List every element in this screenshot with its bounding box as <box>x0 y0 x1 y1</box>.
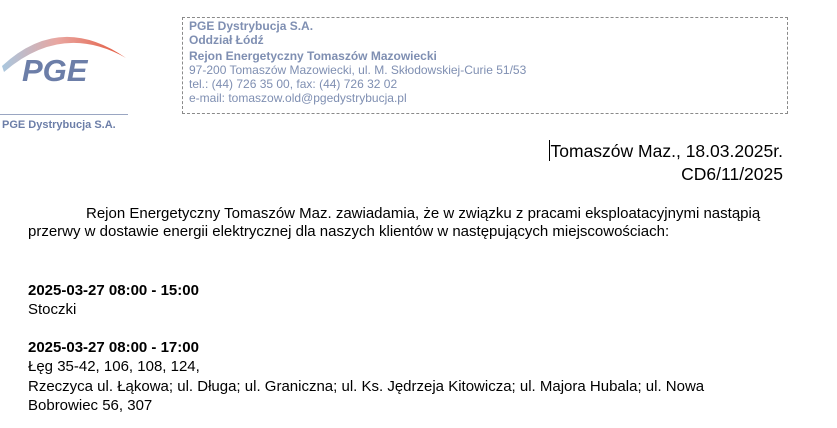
outage-time-2: 2025-03-27 08:00 - 17:00 <box>28 339 199 356</box>
intro-text: Rejon Energetyczny Tomaszów Maz. zawiadamia, że w związku z pracami eksploatacyjnymi nastąpią przerwy w dostawie energii elektrycznej dla naszych klientów w następujących miejscowościach: <box>28 205 761 240</box>
region-name: Rejon Energetyczny Tomaszów Mazowiecki <box>189 49 437 63</box>
logo-caption: PGE Dystrybucja S.A. <box>2 119 116 131</box>
email: e-mail: tomaszow.old@pgedystrybucja.pl <box>189 91 407 105</box>
address: 97-200 Tomaszów Mazowiecki, ul. M. Skłodowskiej-Curie 51/53 <box>189 63 527 77</box>
outage-location: Łęg 35-42, 106, 108, 124, <box>28 358 200 375</box>
phone-fax: tel.: (44) 726 35 00, fax: (44) 726 32 02 <box>189 77 398 91</box>
branch-name: Oddział Łódź <box>189 33 264 47</box>
letterhead-box <box>182 17 788 114</box>
place-date-line <box>549 140 783 162</box>
pge-brand-text: PGE <box>22 53 88 88</box>
pge-logo <box>0 18 135 131</box>
text-cursor <box>549 140 550 161</box>
outage-location: Bobrowiec 56, 307 <box>28 397 153 414</box>
reference-number: CD6/11/2025 <box>681 164 783 184</box>
pge-logo-icon <box>0 18 135 113</box>
outage-time-1: 2025-03-27 08:00 - 15:00 <box>28 282 199 299</box>
place-date: Tomaszów Maz., 18.03.2025r. <box>550 141 783 161</box>
outage-location: Stoczki <box>28 301 77 318</box>
intro-paragraph <box>28 205 798 240</box>
company-name: PGE Dystrybucja S.A. <box>189 19 314 33</box>
outage-location: Rzeczyca ul. Łąkowa; ul. Długa; ul. Graniczna; ul. Ks. Jędrzeja Kitowicza; ul. Majora Hubala; ul. Nowa <box>28 378 705 395</box>
logo-divider <box>0 114 128 115</box>
